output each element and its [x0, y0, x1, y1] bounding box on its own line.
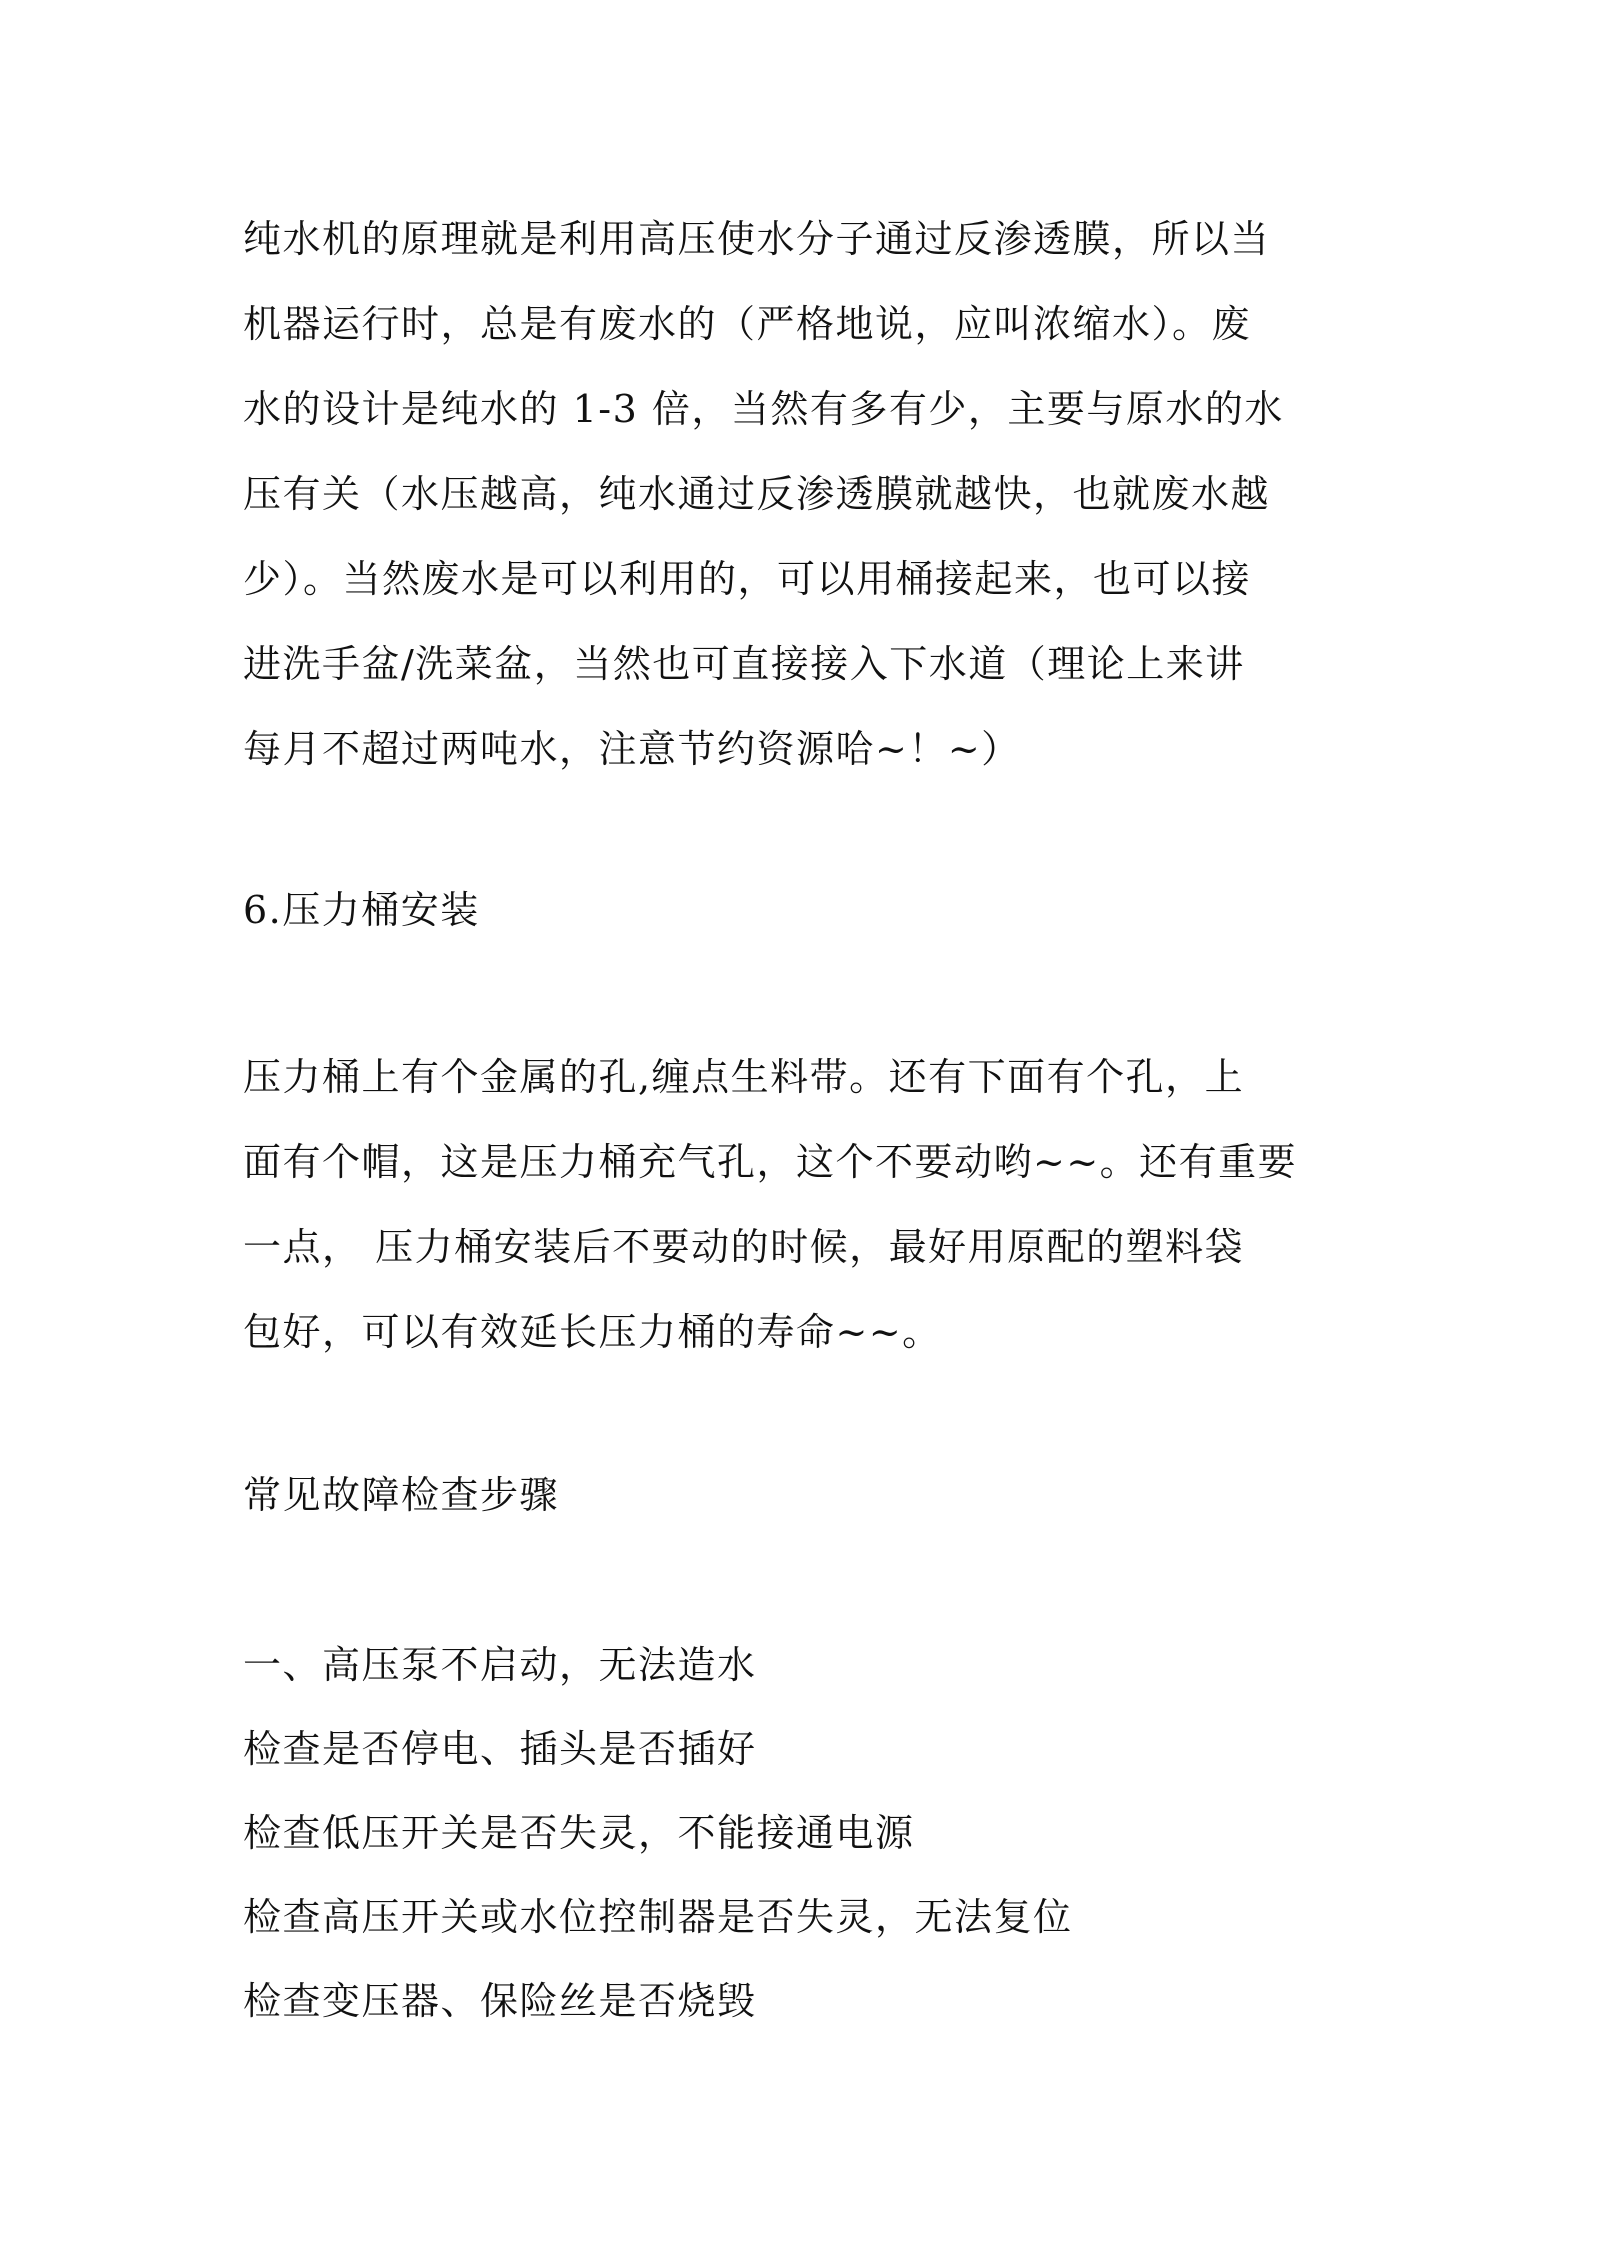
list-item: 检查高压开关或水位控制器是否失灵，无法复位	[243, 1895, 1073, 1939]
paragraph-line: 纯水机的原理就是利用高压使水分子通过反渗透膜，所以当	[243, 217, 1271, 261]
paragraph-line: 机器运行时，总是有废水的（严格地说，应叫浓缩水）。废	[243, 302, 1252, 346]
paragraph-line: 面有个帽，这是压力桶充气孔，这个不要动哟~~。还有重要	[243, 1140, 1298, 1184]
fault-check-list	[243, 1623, 1073, 2043]
list-item: 检查低压开关是否失灵，不能接通电源	[243, 1811, 915, 1855]
paragraph-line: 压力桶上有个金属的孔,缠点生料带。还有下面有个孔，上	[243, 1055, 1245, 1099]
list-item: 检查变压器、保险丝是否烧毁	[243, 1979, 757, 2023]
paragraph-water-principle	[243, 197, 1363, 792]
paragraph-line: 少）。当然废水是可以利用的，可以用桶接起来，也可以接	[243, 557, 1252, 601]
list-item: 一、高压泵不启动，无法造水	[243, 1643, 757, 1687]
section-heading-troubleshooting: 常见故障检查步骤	[243, 1473, 560, 1517]
paragraph-line: 水的设计是纯水的 1-3 倍，当然有多有少，主要与原水的水	[243, 387, 1284, 431]
paragraph-line: 一点， 压力桶安装后不要动的时候，最好用原配的塑料袋	[243, 1225, 1245, 1269]
paragraph-line: 进洗手盆/洗菜盆，当然也可直接接入下水道（理论上来讲	[243, 642, 1245, 686]
paragraph-line: 包好，可以有效延长压力桶的寿命~~。	[243, 1310, 942, 1354]
paragraph-line: 每月不超过两吨水，注意节约资源哈~！~）	[243, 727, 1021, 771]
list-item: 检查是否停电、插头是否插好	[243, 1727, 757, 1771]
section-heading-pressure-tank: 6.压力桶安装	[243, 888, 480, 932]
paragraph-pressure-tank	[243, 1035, 1363, 1375]
paragraph-line: 压有关（水压越高，纯水通过反渗透膜就越快，也就废水越	[243, 472, 1271, 516]
